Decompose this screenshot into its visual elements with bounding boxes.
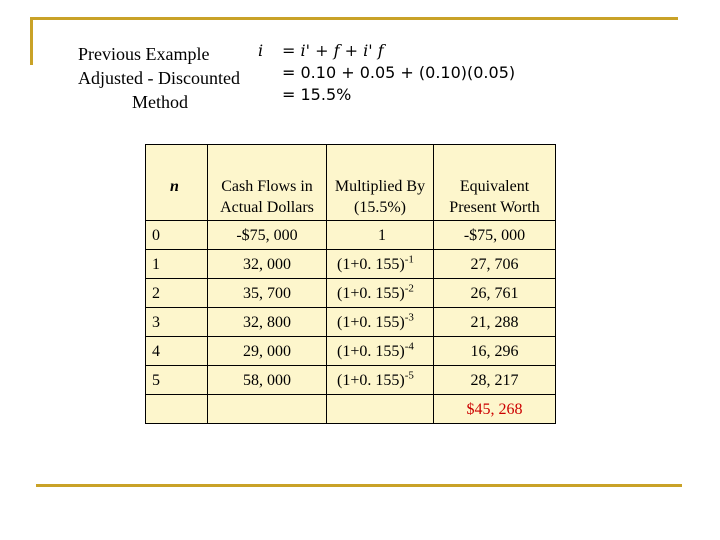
cell-equivalent: -$75, 000 bbox=[434, 221, 556, 250]
frame-top-rule bbox=[30, 17, 678, 20]
cell-multiplier: 1 bbox=[327, 221, 434, 250]
equation-result: = 15.5% bbox=[282, 85, 352, 104]
frame-bottom-rule bbox=[36, 484, 682, 487]
cell-cash: 35, 700 bbox=[208, 279, 327, 308]
table-header-row bbox=[146, 145, 556, 221]
cell-equivalent: 27, 706 bbox=[434, 250, 556, 279]
cell-cash: -$75, 000 bbox=[208, 221, 327, 250]
exponent: -1 bbox=[404, 253, 414, 266]
cell-cash: 32, 000 bbox=[208, 250, 327, 279]
cell-empty bbox=[208, 395, 327, 424]
cell-equivalent: 28, 217 bbox=[434, 366, 556, 395]
total-present-worth: $45, 268 bbox=[434, 395, 556, 424]
exponent: -3 bbox=[404, 311, 414, 324]
frame-left-rule bbox=[30, 17, 33, 65]
cell-equivalent: 21, 288 bbox=[434, 308, 556, 337]
equation-line-1 bbox=[258, 40, 515, 62]
cell-cash: 29, 000 bbox=[208, 337, 327, 366]
exponent: -4 bbox=[404, 340, 414, 353]
cell-cash: 32, 800 bbox=[208, 308, 327, 337]
equation-formula: = i' + f + i' f bbox=[282, 41, 384, 60]
cell-multiplier: (1+0. 155)$^{-1}$ bbox=[327, 250, 434, 279]
cell-equivalent: 16, 296 bbox=[434, 337, 556, 366]
header-n: n bbox=[146, 145, 208, 221]
equation-lhs: i bbox=[258, 41, 264, 60]
cell-empty bbox=[146, 395, 208, 424]
header-equivalent: Equivalent Present Worth bbox=[434, 145, 556, 221]
equation-line-2 bbox=[258, 62, 515, 84]
cell-multiplier: (1+0. 155)$^{-4}$ bbox=[327, 337, 434, 366]
cell-n: 3 bbox=[146, 308, 208, 337]
cell-cash: 58, 000 bbox=[208, 366, 327, 395]
exponent: -5 bbox=[404, 369, 414, 382]
rate-equation bbox=[258, 40, 515, 106]
equation-line-3 bbox=[258, 84, 515, 106]
cell-empty bbox=[327, 395, 434, 424]
exponent: -2 bbox=[404, 282, 414, 295]
table-row bbox=[146, 279, 556, 308]
table-row bbox=[146, 337, 556, 366]
table-row bbox=[146, 221, 556, 250]
table-total-row bbox=[146, 395, 556, 424]
equation-substitution: = 0.10 + 0.05 + (0.10)(0.05) bbox=[282, 63, 516, 82]
cell-n: 5 bbox=[146, 366, 208, 395]
header-cash-flows: Cash Flows in Actual Dollars bbox=[208, 145, 327, 221]
cell-n: 2 bbox=[146, 279, 208, 308]
cell-n: 1 bbox=[146, 250, 208, 279]
cell-multiplier: (1+0. 155)$^{-5}$ bbox=[327, 366, 434, 395]
cell-equivalent: 26, 761 bbox=[434, 279, 556, 308]
cell-multiplier: (1+0. 155)$^{-3}$ bbox=[327, 308, 434, 337]
cell-multiplier: (1+0. 155)$^{-2}$ bbox=[327, 279, 434, 308]
title-line-2: Adjusted - Discounted bbox=[78, 68, 240, 88]
slide-title bbox=[78, 42, 240, 114]
table-row bbox=[146, 366, 556, 395]
cell-n: 0 bbox=[146, 221, 208, 250]
table-row bbox=[146, 250, 556, 279]
cash-flow-table bbox=[145, 144, 556, 424]
title-line-3: Method bbox=[132, 92, 188, 112]
title-line-1: Previous Example bbox=[78, 44, 210, 64]
cell-n: 4 bbox=[146, 337, 208, 366]
header-multiplied: Multiplied By (15.5%) bbox=[327, 145, 434, 221]
table-row bbox=[146, 308, 556, 337]
